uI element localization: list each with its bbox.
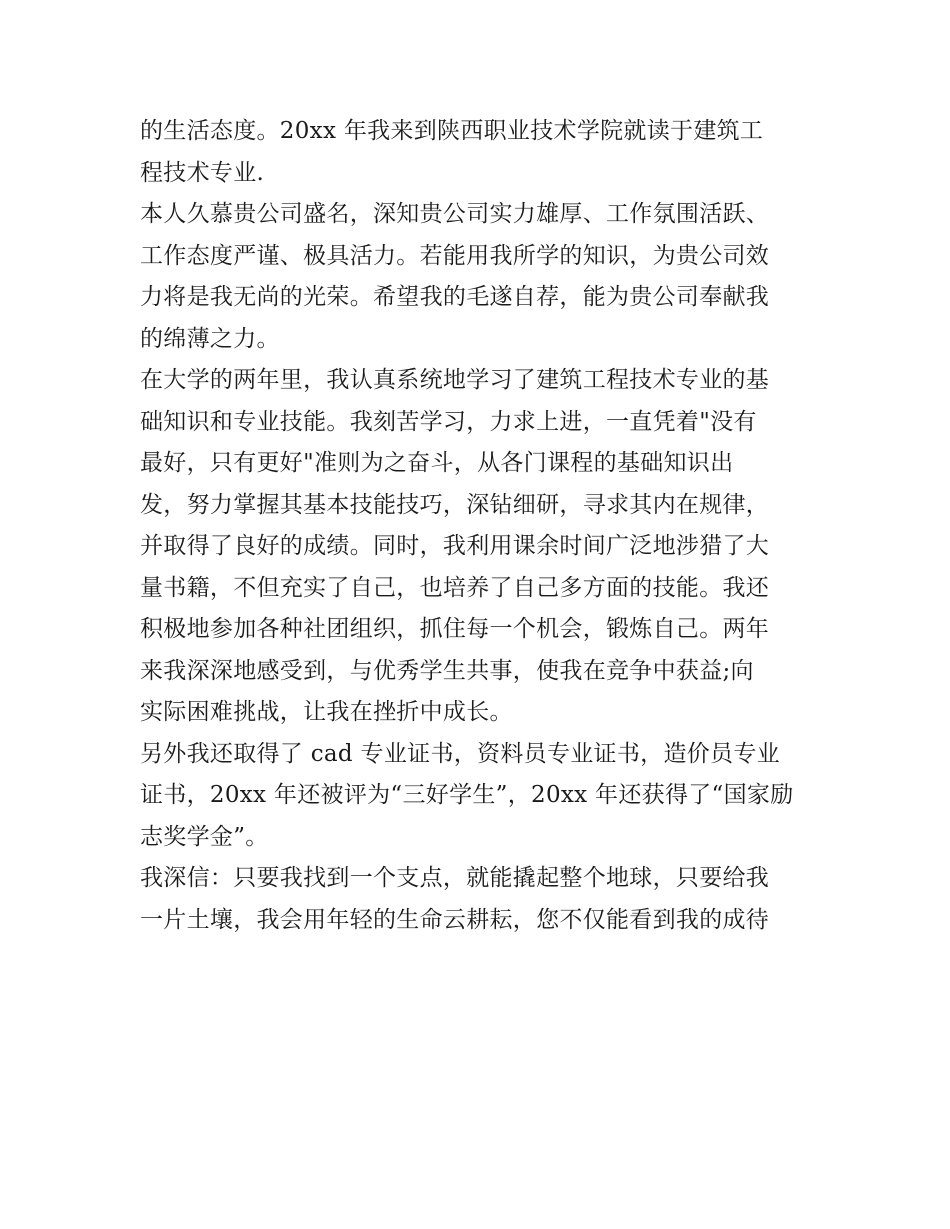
text-line: 实际困难挑战，让我在挫折中成长。 — [140, 699, 513, 725]
text-line: 积极地参加各种社团组织，抓住每一个机会，锻炼自己。两年 — [140, 616, 770, 642]
text-line: 并取得了良好的成绩。同时，我利用课余时间广泛地涉猎了大 — [140, 533, 770, 559]
text-line: 另外我还取得了 cad 专业证书，资料员专业证书，造价员专业 — [140, 740, 780, 767]
text-line: 发，努力掌握其基本技能技巧，深钻细研，寻求其内在规律， — [140, 491, 770, 518]
paragraph-4 — [140, 734, 820, 859]
text-line: 一片土壤，我会用年轻的生命云耕耘，您不仅能看到我的成待 — [140, 906, 770, 933]
body-text — [140, 111, 820, 941]
text-line: 量书籍，不但充实了自己，也培养了自己多方面的技能。我还 — [140, 574, 770, 601]
paragraph-3 — [140, 360, 820, 734]
text-line: 证书，20xx 年还被评为“三好学生”，20xx 年还获得了“国家励 — [140, 782, 794, 808]
text-line: 工作态度严谨、极具活力。若能用我所学的知识，为贵公司效 — [140, 242, 770, 269]
text-line: 来我深深地感受到，与优秀学生共事，使我在竞争中获益;向 — [140, 657, 754, 684]
text-line: 最好，只有更好"准则为之奋斗，从各门课程的基础知识出 — [140, 450, 734, 476]
text-line: 我深信：只要我找到一个支点，就能撬起整个地球，只要给我 — [140, 865, 770, 891]
paragraph-5 — [140, 858, 820, 941]
text-line: 在大学的两年里，我认真系统地学习了建筑工程技术专业的基 — [140, 367, 770, 393]
text-line: 本人久慕贵公司盛名，深知贵公司实力雄厚、工作氛围活跃、 — [140, 201, 770, 227]
paragraph-1 — [140, 111, 820, 194]
text-line: 的生活态度。20xx 年我来到陕西职业技术学院就读于建筑工 — [140, 118, 764, 144]
text-line: 础知识和专业技能。我刻苦学习，力求上进，一直凭着"没有 — [140, 408, 757, 435]
text-line: 程技术专业. — [140, 159, 265, 186]
paragraph-2 — [140, 194, 820, 360]
text-line: 志奖学金”。 — [140, 823, 269, 850]
text-line: 力将是我无尚的光荣。希望我的毛遂自荐，能为贵公司奉献我 — [140, 284, 770, 310]
text-line: 的绵薄之力。 — [140, 325, 280, 352]
